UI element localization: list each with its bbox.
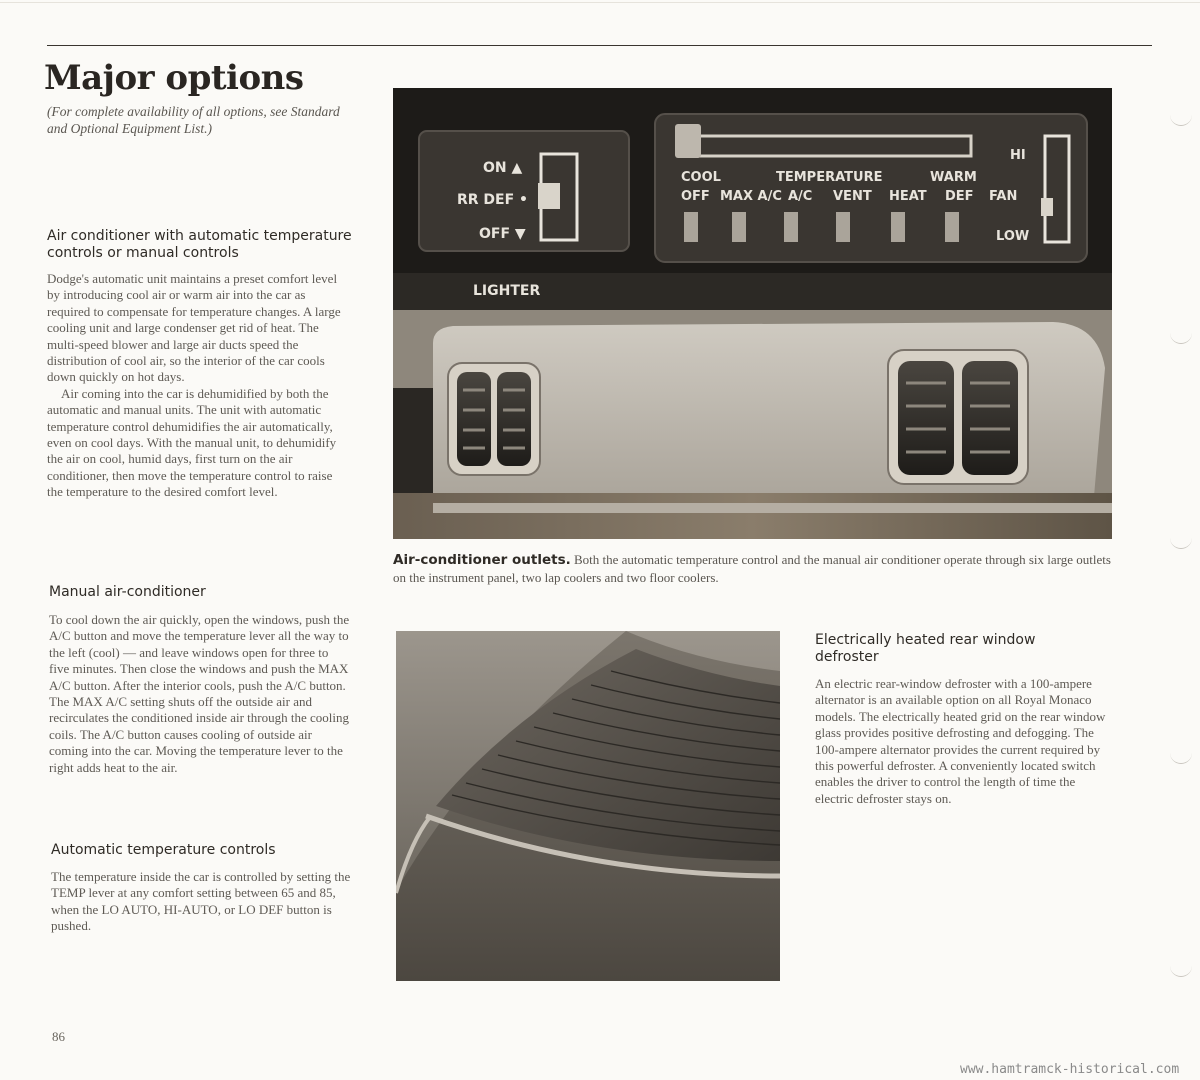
binder-mark (1170, 535, 1192, 549)
page-title: Major options (44, 58, 304, 98)
climate-button (684, 212, 698, 242)
paragraph: The temperature inside the car is controlled by setting the TEMP lever at any comfort setting between 65 and 85, when the LO AUTO, HI-AUTO, or LO DEF button is pushed. (51, 869, 351, 934)
photo-rear-window-defroster (396, 631, 780, 981)
climate-button (836, 212, 850, 242)
climate-button (732, 212, 746, 242)
rr-def-toggle (538, 183, 560, 209)
paragraph: Dodge's automatic unit maintains a preset comfort level by introducing cool air or warm air into the car as required to compensate for temperature changes. A large cooling unit and large condenser get rid of heat. The multi-speed blower and large air ducts speed the distribution of cool air, so the interior of the car cools down quickly on hot days. (47, 271, 341, 385)
label-button-heat: HEAT (889, 189, 927, 204)
paragraph: Air coming into the car is dehumidified by both the automatic and manual units. The unit with automatic temperature control dehumidifies the air automatically, even on cool days. With the manual unit, to dehumidify the air on cool, humid days, first turn on the air conditioner, then move the temperature control to raise the temperature to the desired comfort level. (47, 385, 337, 500)
binder-mark (1170, 112, 1192, 126)
air-outlet (898, 361, 954, 475)
rear-window-defroster-body (815, 676, 1107, 807)
temperature-lever (675, 124, 701, 158)
caption-text: Both the automatic temperature control and the manual air conditioner operate through six large outlets on the instrument panel, two lap coolers and two floor coolers. (393, 552, 1111, 585)
heading-air-conditioner: Air conditioner with automatic temperature controls or manual controls (47, 228, 352, 261)
climate-button (784, 212, 798, 242)
automatic-temperature-body (51, 869, 351, 935)
paragraph: To cool down the air quickly, open the windows, push the A/C button and move the temperature lever all the way to the left (cool) — and leave windows open for three to five minutes. Then close the windows and push the MAX A/C button. After the interior cools, push the A/C button. The MAX A/C setting shuts off the outside air and recirculates the conditioned inside air through the cooling coils. The A/C button causes cooling of outside air coming into the car. Moving the temperature lever to the right adds heat to the air. (49, 612, 350, 775)
label-fan-hi: HI (1010, 148, 1026, 163)
paragraph: An electric rear-window defroster with a 100-ampere alternator is an available option on all Royal Monaco models. The electrically heated grid on the rear window glass provides positive defrosting and defogging. The 100-ampere alternator provides the current required by this powerful defroster. A conveniently located switch enables the driver to control the length of time the electric defroster stays on. (815, 676, 1106, 806)
label-lighter: LIGHTER (473, 283, 541, 299)
label-button-ac: A/C (788, 189, 813, 204)
top-faint-rule (0, 2, 1200, 3)
air-outlet (962, 361, 1018, 475)
fan-slider-knob (1041, 198, 1053, 216)
rear-window-illustration (396, 631, 780, 981)
heading-rear-window-defroster: Electrically heated rear window defroster (815, 632, 1036, 665)
label-fan-low: LOW (996, 229, 1030, 244)
label-switch-on: ON ▲ (483, 160, 523, 176)
label-button-off: OFF (681, 189, 710, 204)
label-cool: COOL (681, 170, 721, 185)
label-temperature: TEMPERATURE (776, 170, 883, 185)
binder-mark (1170, 963, 1192, 977)
manual-air-conditioner-body (49, 612, 351, 776)
label-warm: WARM (930, 170, 977, 185)
heading-automatic-temperature-controls: Automatic temperature controls (51, 842, 276, 858)
header-rule (47, 45, 1152, 46)
photo-air-conditioner-controls (393, 88, 1112, 539)
page-number: 86 (52, 1029, 65, 1044)
air-outlet (497, 372, 531, 466)
site-watermark: www.hamtramck-historical.com (960, 1062, 1180, 1077)
control-panel-illustration (393, 88, 1112, 539)
label-fan: FAN (989, 189, 1018, 204)
photo-caption (393, 551, 1113, 586)
binder-mark (1170, 750, 1192, 764)
label-button-def: DEF (945, 189, 974, 204)
binder-mark (1170, 330, 1192, 344)
label-switch-rr-def: RR DEF • (457, 192, 529, 208)
heading-manual-air-conditioner: Manual air-conditioner (49, 584, 206, 600)
air-conditioner-body (47, 271, 349, 501)
label-switch-off: OFF ▼ (479, 226, 526, 242)
climate-button (945, 212, 959, 242)
air-outlet (457, 372, 491, 466)
label-button-max-ac: MAX A/C (720, 189, 782, 204)
page-subtitle: (For complete availability of all options, see Standard and Optional Equipment List.) (47, 104, 340, 136)
caption-lead: Air-conditioner outlets. (393, 552, 571, 568)
label-button-vent: VENT (833, 189, 872, 204)
climate-button (891, 212, 905, 242)
